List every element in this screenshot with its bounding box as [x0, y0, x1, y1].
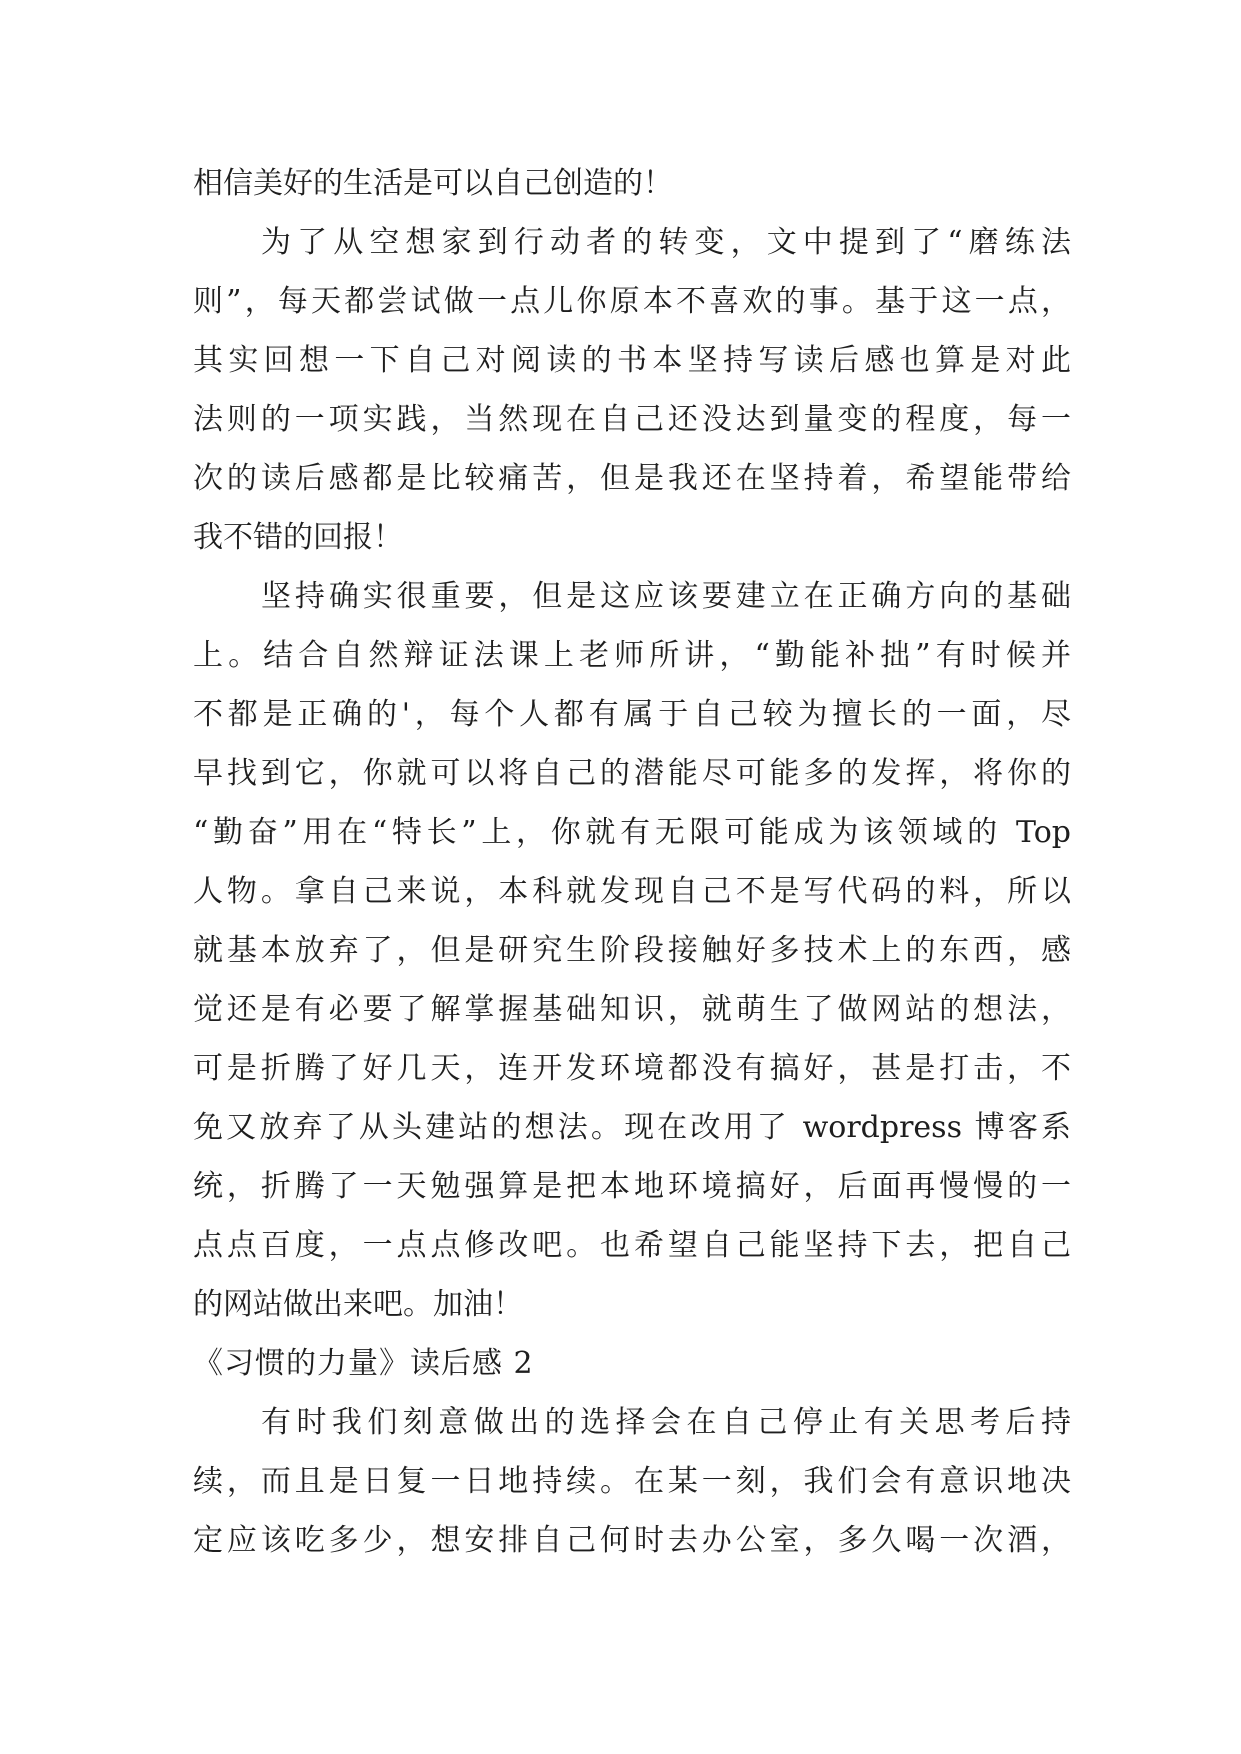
text-line: 次的读后感都是比较痛苦，但是我还在坚持着，希望能带给 — [193, 461, 1071, 496]
section-heading: 《习惯的力量》读后感 2 — [193, 1346, 534, 1381]
text-line: 的网站做出来吧。加油！ — [193, 1287, 523, 1322]
document-page — [193, 154, 1071, 1570]
text-line: 就基本放弃了，但是研究生阶段接触好多技术上的东西，感 — [193, 933, 1071, 968]
text-line: 定应该吃多少，想安排自己何时去办公室，多久喝一次酒， — [193, 1523, 1071, 1558]
text-line: 点点百度，一点点修改吧。也希望自己能坚持下去，把自己 — [193, 1228, 1071, 1263]
text-line: 不都是正确的'，每个人都有属于自己较为擅长的一面，尽 — [193, 697, 1071, 732]
text-line: 相信美好的生活是可以自己创造的！ — [193, 166, 673, 201]
text-line: 统，折腾了一天勉强算是把本地环境搞好，后面再慢慢的一 — [193, 1169, 1071, 1204]
text-line: 法则的一项实践，当然现在自己还没达到量变的程度，每一 — [193, 402, 1071, 437]
text-line: 上。结合自然辩证法课上老师所讲，“勤能补拙”有时候并 — [193, 638, 1071, 673]
text-line: 早找到它，你就可以将自己的潜能尽可能多的发挥，将你的 — [193, 756, 1071, 791]
text-line: “勤奋”用在“特长”上，你就有无限可能成为该领域的 Top — [193, 815, 1071, 850]
text-line: 可是折腾了好几天，连开发环境都没有搞好，甚是打击，不 — [193, 1051, 1071, 1086]
paragraph-first-line: 为了从空想家到行动者的转变，文中提到了“磨练法 — [261, 225, 1071, 260]
paragraph-first-line: 坚持确实很重要，但是这应该要建立在正确方向的基础 — [261, 579, 1071, 614]
text-line: 人物。拿自己来说，本科就发现自己不是写代码的料，所以 — [193, 874, 1071, 909]
text-line: 觉还是有必要了解掌握基础知识，就萌生了做网站的想法， — [193, 992, 1071, 1027]
text-line: 其实回想一下自己对阅读的书本坚持写读后感也算是对此 — [193, 343, 1071, 378]
text-line: 免又放弃了从头建站的想法。现在改用了 wordpress 博客系 — [193, 1110, 1071, 1145]
text-line: 我不错的回报！ — [193, 520, 403, 555]
paragraph-first-line: 有时我们刻意做出的选择会在自己停止有关思考后持 — [261, 1405, 1071, 1440]
text-line: 则”，每天都尝试做一点儿你原本不喜欢的事。基于这一点， — [193, 284, 1071, 319]
text-line: 续，而且是日复一日地持续。在某一刻，我们会有意识地决 — [193, 1464, 1071, 1499]
